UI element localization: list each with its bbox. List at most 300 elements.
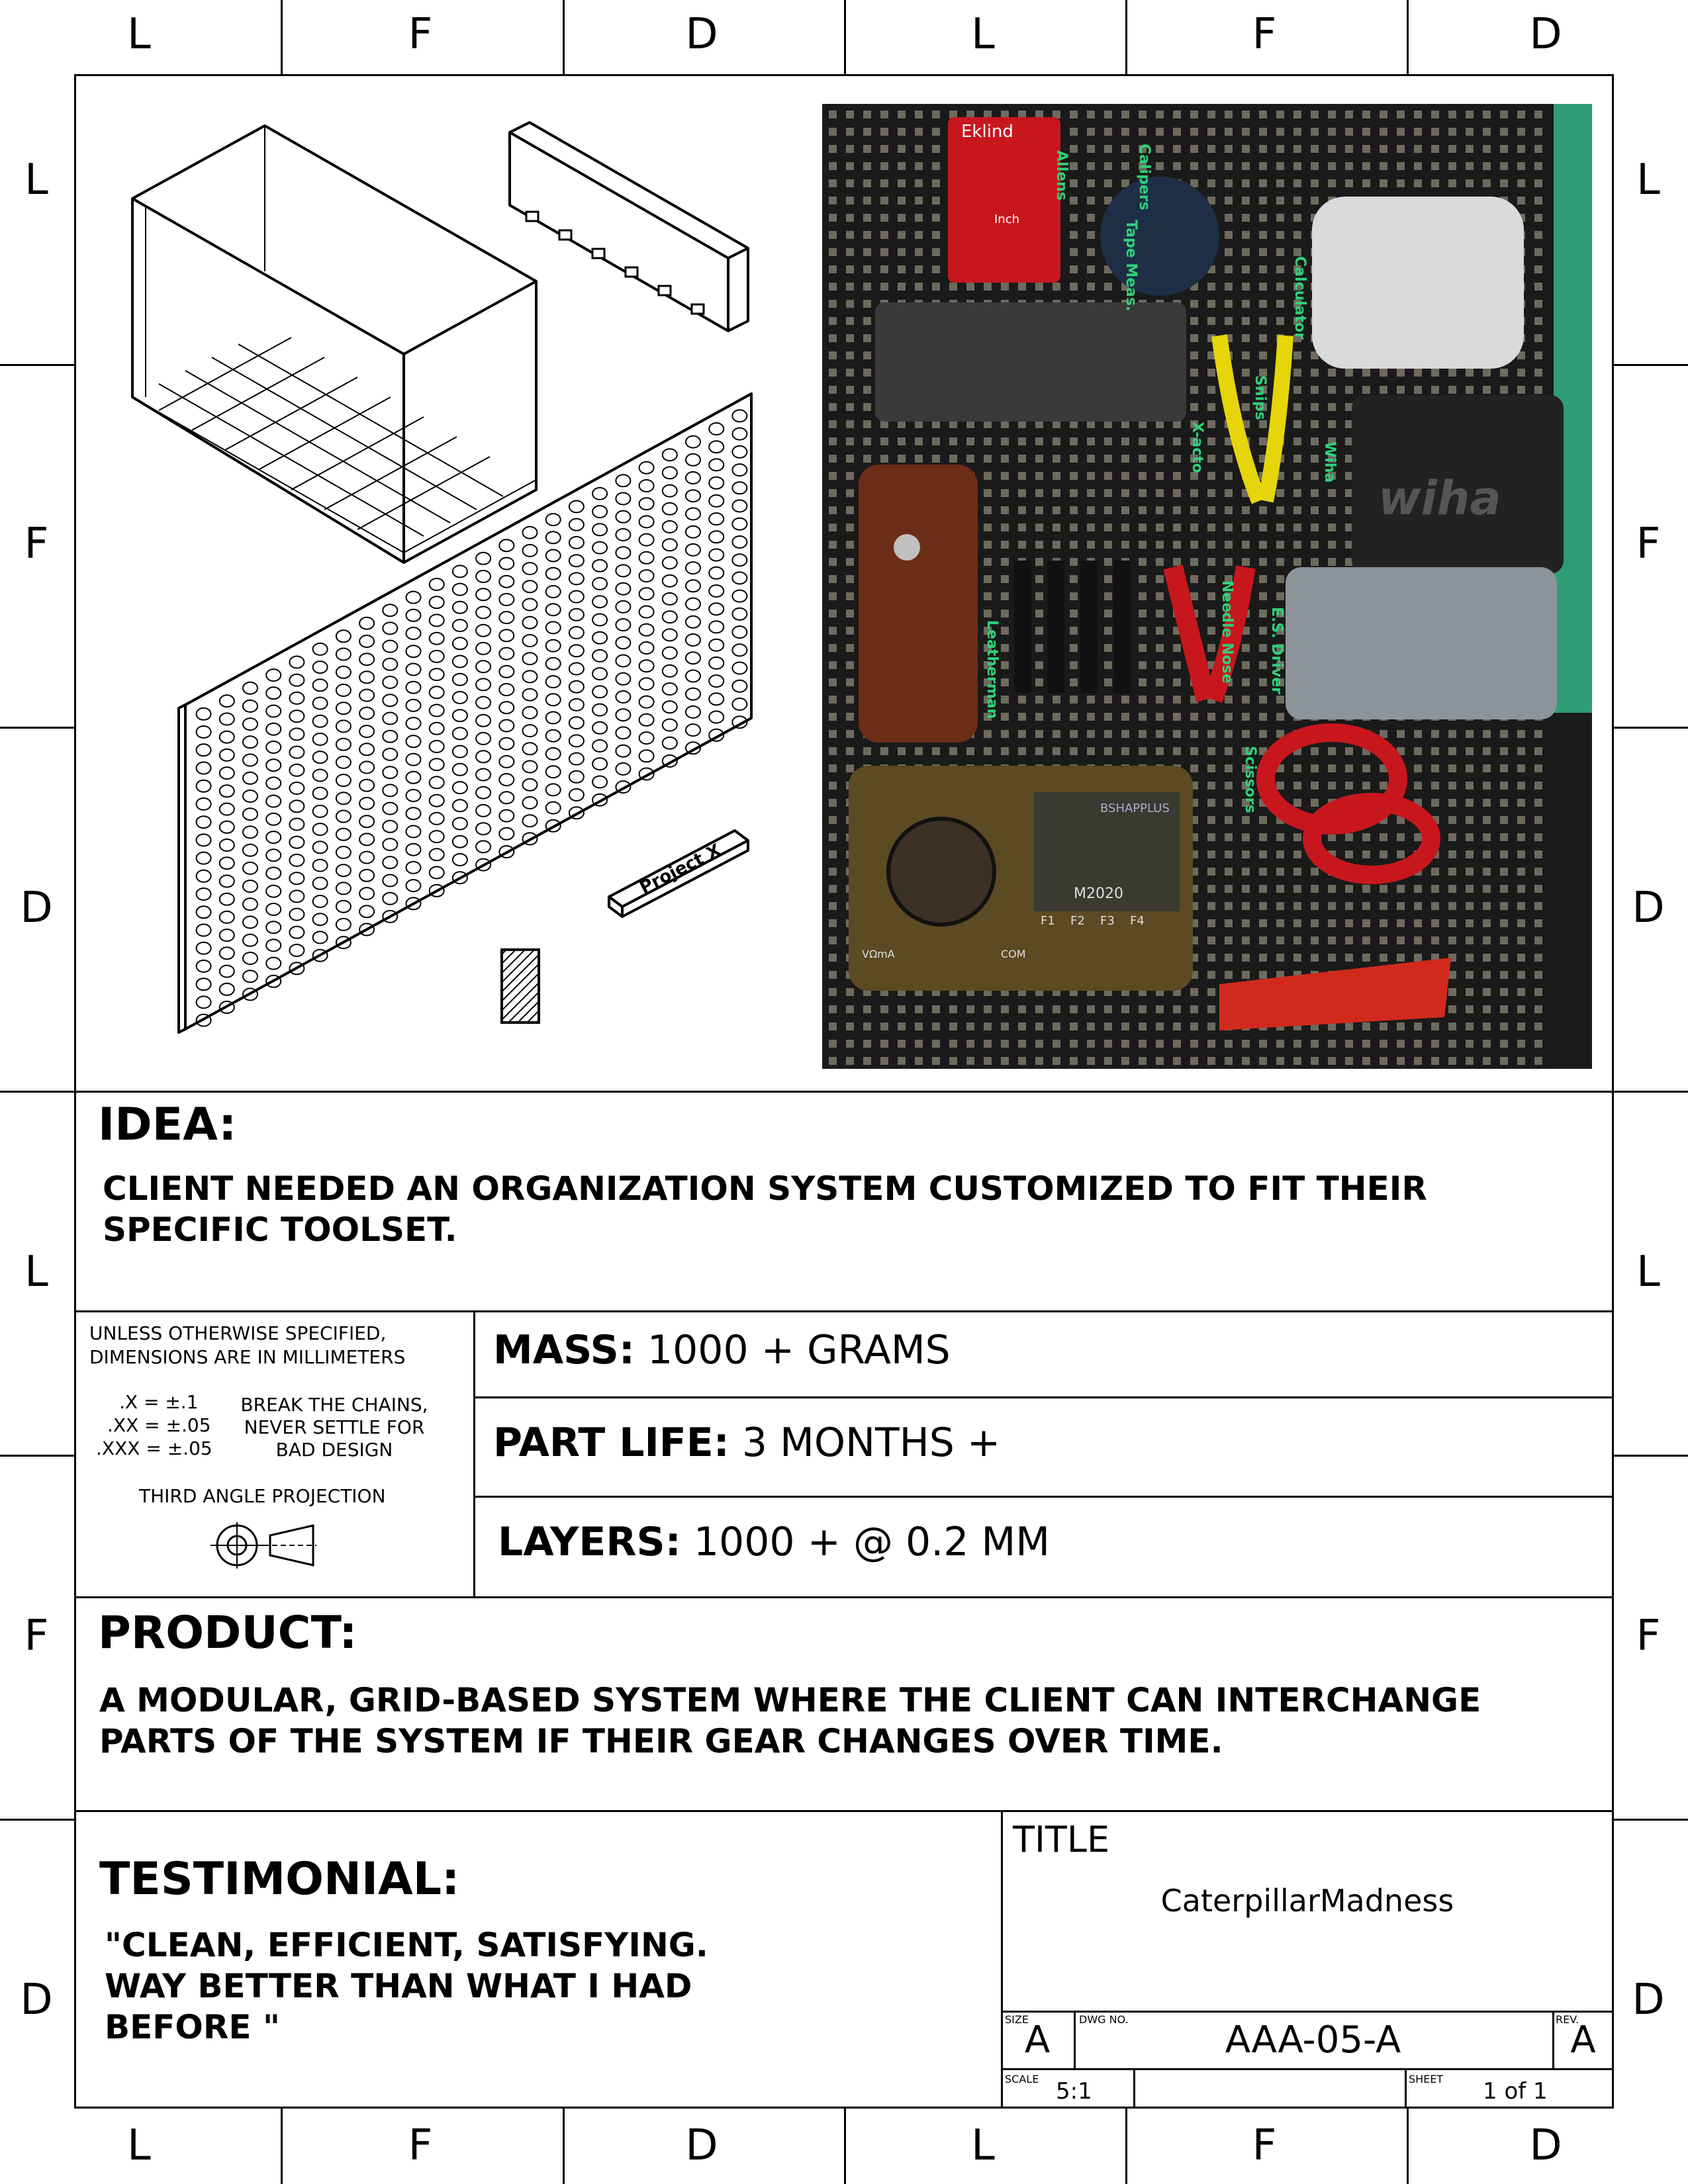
grid-cell (1276, 936, 1284, 944)
grid-cell (1431, 145, 1439, 153)
grid-cell (915, 231, 923, 239)
grid-cell (846, 386, 854, 394)
grid-cell (966, 1040, 974, 1048)
grid-cell (1500, 936, 1508, 944)
grid-cell (1121, 472, 1129, 480)
grid-cell (1276, 833, 1284, 841)
grid-cell (1242, 1040, 1250, 1048)
grid-cell (1207, 936, 1215, 944)
grid-cell (1466, 1057, 1474, 1065)
grid-cell (1104, 627, 1112, 635)
svg-text:Wiha: Wiha (1321, 441, 1338, 483)
grid-cell (829, 334, 837, 342)
grid-cell (829, 971, 837, 979)
grid-cell (1259, 644, 1267, 652)
grid-cell (1225, 971, 1233, 979)
grid-cell (1500, 369, 1508, 377)
grid-cell (1018, 489, 1026, 497)
grid-cell (1104, 455, 1112, 463)
grid-cell (1293, 1040, 1301, 1048)
grid-cell (1276, 214, 1284, 222)
grid-cell (1121, 1057, 1129, 1065)
grid-cell (1104, 111, 1112, 118)
grid-cell (1207, 145, 1215, 153)
grid-cell (1448, 971, 1456, 979)
grid-cell (1534, 730, 1542, 738)
grid-cell (984, 610, 992, 617)
grid-cell (1431, 179, 1439, 187)
grid-cell (1225, 489, 1233, 497)
grid-cell (898, 1023, 906, 1030)
grid-cell (1500, 730, 1508, 738)
grid-cell (1173, 558, 1181, 566)
grid-cell (1070, 231, 1078, 239)
grid-cell (1328, 936, 1336, 944)
grid-cell (1104, 506, 1112, 514)
grid-cell (1259, 283, 1267, 291)
grid-cell (1070, 730, 1078, 738)
grid-cell (1156, 696, 1164, 704)
grid-cell (1345, 902, 1353, 910)
grid-cell (1293, 386, 1301, 394)
grid-cell (1053, 1057, 1060, 1065)
grid-cell (1448, 162, 1456, 170)
grid-cell (1242, 386, 1250, 394)
grid-cell (1156, 541, 1164, 549)
grid-cell (932, 1023, 940, 1030)
grid-cell (1070, 506, 1078, 514)
grid-cell (932, 283, 940, 291)
grid-cell (1242, 936, 1250, 944)
grid-cell (829, 1023, 837, 1030)
grid-cell (1018, 730, 1026, 738)
part-life-label: PART LIFE: (493, 1420, 729, 1466)
grid-cell (1225, 885, 1233, 893)
grid-cell (1380, 145, 1387, 153)
zone-top-1: L (127, 10, 151, 59)
grid-cell (1534, 833, 1542, 841)
grid-cell (1173, 128, 1181, 136)
grid-cell (1156, 1005, 1164, 1013)
grid-cell (1207, 386, 1215, 394)
grid-cell (1293, 919, 1301, 927)
grid-cell (880, 248, 888, 256)
testimonial-heading: TESTIMONIAL: (99, 1853, 460, 1905)
grid-cell (932, 128, 940, 136)
grid-cell (1500, 1023, 1508, 1030)
grid-cell (1173, 713, 1181, 721)
grid-cell (846, 644, 854, 652)
grid-cell (1483, 1005, 1491, 1013)
zone-bottom-2: F (408, 2121, 433, 2170)
grid-cell (1345, 850, 1353, 858)
grid-cell (1035, 1005, 1043, 1013)
grid-cell (1207, 988, 1215, 996)
grid-cell (1362, 936, 1370, 944)
grid-cell (1534, 816, 1542, 824)
grid-cell (1035, 283, 1043, 291)
grid-cell (949, 455, 957, 463)
grid-cell (1156, 472, 1164, 480)
grid-cell (1448, 764, 1456, 772)
grid-cell (932, 248, 940, 256)
grid-cell (1070, 248, 1078, 256)
grid-cell (1534, 317, 1542, 325)
grid-cell (846, 627, 854, 635)
grid-cell (1500, 764, 1508, 772)
grid-cell (863, 214, 871, 222)
grid-cell (1259, 1057, 1267, 1065)
grid-cell (915, 1057, 923, 1065)
grid-cell (1414, 128, 1422, 136)
grid-cell (1500, 971, 1508, 979)
grid-cell (1259, 902, 1267, 910)
grid-cell (1380, 782, 1387, 790)
grid-cell (1035, 610, 1043, 617)
grid-cell (1483, 386, 1491, 394)
grid-cell (1087, 283, 1095, 291)
grid-cell (1466, 128, 1474, 136)
grid-cell (1087, 1040, 1095, 1048)
grid-cell (829, 351, 837, 359)
grid-cell (1156, 162, 1164, 170)
grid-cell (1397, 954, 1405, 962)
grid-cell (1534, 214, 1542, 222)
grid-cell (1070, 283, 1078, 291)
grid-cell (1173, 661, 1181, 669)
grid-cell (1517, 369, 1525, 377)
grid-cell (829, 265, 837, 273)
grid-cell (1190, 506, 1198, 514)
zone-top-5: F (1252, 10, 1277, 59)
grid-cell (1431, 162, 1439, 170)
grid-cell (1242, 300, 1250, 308)
grid-cell (846, 317, 854, 325)
svg-text:F3: F3 (1100, 914, 1115, 928)
grid-cell (1156, 713, 1164, 721)
grid-cell (915, 265, 923, 273)
grid-cell (1431, 747, 1439, 755)
grid-cell (1483, 1023, 1491, 1030)
grid-cell (829, 661, 837, 669)
grid-cell (1311, 558, 1319, 566)
grid-cell (1242, 317, 1250, 325)
grid-cell (1397, 111, 1405, 118)
grid-cell (1190, 541, 1198, 549)
grid-cell (1173, 644, 1181, 652)
grid-cell (898, 197, 906, 205)
grid-cell (846, 1057, 854, 1065)
grid-cell (829, 988, 837, 996)
grid-cell (1242, 919, 1250, 927)
grid-cell (1276, 128, 1284, 136)
grid-cell (898, 747, 906, 755)
grid-cell (1276, 179, 1284, 187)
grid-cell (1431, 1023, 1439, 1030)
grid-cell (1070, 162, 1078, 170)
grid-cell (1311, 455, 1319, 463)
grid-cell (1362, 1057, 1370, 1065)
grid-cell (1207, 730, 1215, 738)
grid-cell (1397, 179, 1405, 187)
grid-cell (1225, 283, 1233, 291)
grid-cell (1001, 489, 1009, 497)
grid-cell (1207, 799, 1215, 807)
grid-cell (1431, 902, 1439, 910)
grid-cell (829, 850, 837, 858)
grid-cell (1448, 902, 1456, 910)
projection-label: THIRD ANGLE PROJECTION (139, 1485, 386, 1507)
grid-cell (1225, 111, 1233, 118)
grid-cell (1500, 128, 1508, 136)
grid-cell (1483, 128, 1491, 136)
grid-cell (1311, 386, 1319, 394)
svg-text:X-acto: X-acto (1189, 422, 1205, 473)
grid-cell (1070, 696, 1078, 704)
grid-cell (1035, 541, 1043, 549)
grid-cell (1517, 747, 1525, 755)
grid-cell (898, 231, 906, 239)
grid-cell (1534, 1023, 1542, 1030)
grid-cell (984, 1040, 992, 1048)
grid-cell (1104, 283, 1112, 291)
grid-cell (1207, 971, 1215, 979)
grid-cell (1225, 300, 1233, 308)
grid-cell (1483, 369, 1491, 377)
grid-cell (1242, 369, 1250, 377)
grid-cell (915, 128, 923, 136)
grid-cell (1001, 455, 1009, 463)
grid-cell (1483, 145, 1491, 153)
scale-label: SCALE (1005, 2073, 1039, 2085)
grid-cell (898, 1005, 906, 1013)
grid-cell (846, 369, 854, 377)
product-heading: PRODUCT: (98, 1607, 357, 1659)
grid-cell (1121, 162, 1129, 170)
grid-cell (1190, 558, 1198, 566)
grid-cell (1053, 437, 1060, 445)
svg-text:Calculator: Calculator (1291, 256, 1308, 340)
grid-cell (1483, 111, 1491, 118)
svg-text:Eklind: Eklind (961, 122, 1013, 142)
grid-cell (1242, 730, 1250, 738)
grid-cell (1311, 437, 1319, 445)
grid-cell (1156, 455, 1164, 463)
grid-cell (1156, 489, 1164, 497)
grid-cell (1517, 988, 1525, 996)
grid-cell (1276, 283, 1284, 291)
grid-cell (1070, 455, 1078, 463)
grid-cell (1207, 902, 1215, 910)
grid-cell (1534, 197, 1542, 205)
grid-cell (1207, 317, 1215, 325)
grid-cell (1139, 627, 1147, 635)
grid-cell (1190, 128, 1198, 136)
grid-cell (1139, 455, 1147, 463)
grid-cell (1035, 1023, 1043, 1030)
grid-cell (1035, 696, 1043, 704)
grid-cell (1001, 644, 1009, 652)
grid-cell (1190, 523, 1198, 531)
grid-cell (880, 283, 888, 291)
grid-cell (829, 627, 837, 635)
grid-cell (1207, 506, 1215, 514)
grid-cell (1328, 764, 1336, 772)
zone-top-6: D (1529, 10, 1562, 59)
grid-cell (1018, 283, 1026, 291)
grid-cell (1448, 145, 1456, 153)
grid-cell (1242, 1057, 1250, 1065)
grid-cell (1225, 850, 1233, 858)
grid-cell (915, 283, 923, 291)
scale-value: 5:1 (1056, 2078, 1092, 2105)
layers-row (498, 1519, 1050, 1565)
grid-cell (1242, 197, 1250, 205)
grid-cell (1018, 437, 1026, 445)
grid-cell (898, 248, 906, 256)
grid-cell (1242, 558, 1250, 566)
grid-cell (1311, 799, 1319, 807)
grid-cell (1259, 954, 1267, 962)
grid-cell (915, 1005, 923, 1013)
grid-cell (1259, 558, 1267, 566)
grid-cell (1242, 541, 1250, 549)
grid-cell (1362, 1023, 1370, 1030)
grid-cell (984, 489, 992, 497)
grid-cell (1293, 162, 1301, 170)
grid-cell (1328, 386, 1336, 394)
grid-cell (1276, 111, 1284, 118)
grid-cell (863, 1005, 871, 1013)
grid-cell (1448, 111, 1456, 118)
dwg-no-label: DWG NO. (1079, 2013, 1129, 2026)
grid-cell (1293, 179, 1301, 187)
grid-cell (1362, 369, 1370, 377)
grid-cell (1345, 128, 1353, 136)
grid-cell (880, 145, 888, 153)
grid-cell (1397, 936, 1405, 944)
grid-cell (1139, 111, 1147, 118)
grid-cell (1397, 919, 1405, 927)
grid-cell (1207, 300, 1215, 308)
grid-cell (1087, 1023, 1095, 1030)
grid-cell (1293, 214, 1301, 222)
svg-text:F4: F4 (1130, 914, 1145, 928)
bin-part (132, 126, 536, 563)
grid-cell (1070, 1023, 1078, 1030)
grid-cell (932, 214, 940, 222)
grid-cell (829, 902, 837, 910)
grid-cell (1087, 472, 1095, 480)
grid-cell (880, 1057, 888, 1065)
grid-cell (1362, 764, 1370, 772)
grid-cell (1070, 575, 1078, 583)
grid-cell (829, 558, 837, 566)
grid-cell (1276, 1057, 1284, 1065)
grid-cell (1380, 128, 1387, 136)
grid-cell (1173, 678, 1181, 686)
grid-cell (1225, 782, 1233, 790)
grid-cell (846, 1040, 854, 1048)
grid-cell (1448, 1005, 1456, 1013)
grid-cell (1380, 936, 1387, 944)
grid-cell (898, 111, 906, 118)
grid-cell (1242, 334, 1250, 342)
grid-cell (829, 713, 837, 721)
dwg-no-value: AAA-05-A (1225, 2019, 1401, 2062)
grid-cell (1328, 420, 1336, 428)
zone-left-2: F (24, 520, 49, 569)
grid-cell (1483, 902, 1491, 910)
grid-cell (1293, 541, 1301, 549)
grid-cell (1173, 1005, 1181, 1013)
grid-cell (829, 214, 837, 222)
grid-cell (1311, 472, 1319, 480)
grid-cell (1293, 936, 1301, 944)
grid-cell (1380, 1057, 1387, 1065)
mass-label: MASS: (493, 1327, 635, 1373)
grid-cell (829, 145, 837, 153)
grid-cell (1121, 455, 1129, 463)
grid-cell (880, 437, 888, 445)
grid-cell (1070, 1040, 1078, 1048)
svg-text:F2: F2 (1070, 914, 1085, 928)
grid-cell (1517, 954, 1525, 962)
grid-cell (1431, 1057, 1439, 1065)
grid-cell (1018, 472, 1026, 480)
grid-cell (1242, 214, 1250, 222)
grid-cell (1035, 678, 1043, 686)
grid-cell (1121, 506, 1129, 514)
grid-cell (1207, 782, 1215, 790)
grid-cell (1483, 799, 1491, 807)
grid-cell (1001, 506, 1009, 514)
grid-cell (1035, 644, 1043, 652)
grid-cell (1328, 541, 1336, 549)
grid-cell (1173, 506, 1181, 514)
grid-cell (1242, 833, 1250, 841)
grid-cell (949, 1040, 957, 1048)
grid-cell (1293, 833, 1301, 841)
grid-cell (1070, 1005, 1078, 1013)
grid-cell (1311, 145, 1319, 153)
grid-cell (1259, 885, 1267, 893)
grid-cell (949, 747, 957, 755)
grid-cell (949, 1057, 957, 1065)
grid-cell (1156, 661, 1164, 669)
grid-cell (1466, 799, 1474, 807)
grid-cell (1207, 420, 1215, 428)
grid-cell (1431, 764, 1439, 772)
grid-cell (1448, 850, 1456, 858)
grid-cell (1001, 1040, 1009, 1048)
grid-cell (1070, 713, 1078, 721)
grid-cell (1483, 162, 1491, 170)
mass-value: 1000 + GRAMS (647, 1327, 951, 1373)
grid-cell (1242, 231, 1250, 239)
grid-cell (1070, 678, 1078, 686)
grid-cell (1328, 506, 1336, 514)
grid-cell (1190, 575, 1198, 583)
grid-cell (1139, 489, 1147, 497)
grid-cell (829, 437, 837, 445)
grid-cell (1345, 833, 1353, 841)
zone-right-5: F (1636, 1612, 1661, 1661)
grid-cell (1276, 954, 1284, 962)
grid-cell (880, 1005, 888, 1013)
grid-cell (1431, 868, 1439, 876)
grid-cell (932, 265, 940, 273)
